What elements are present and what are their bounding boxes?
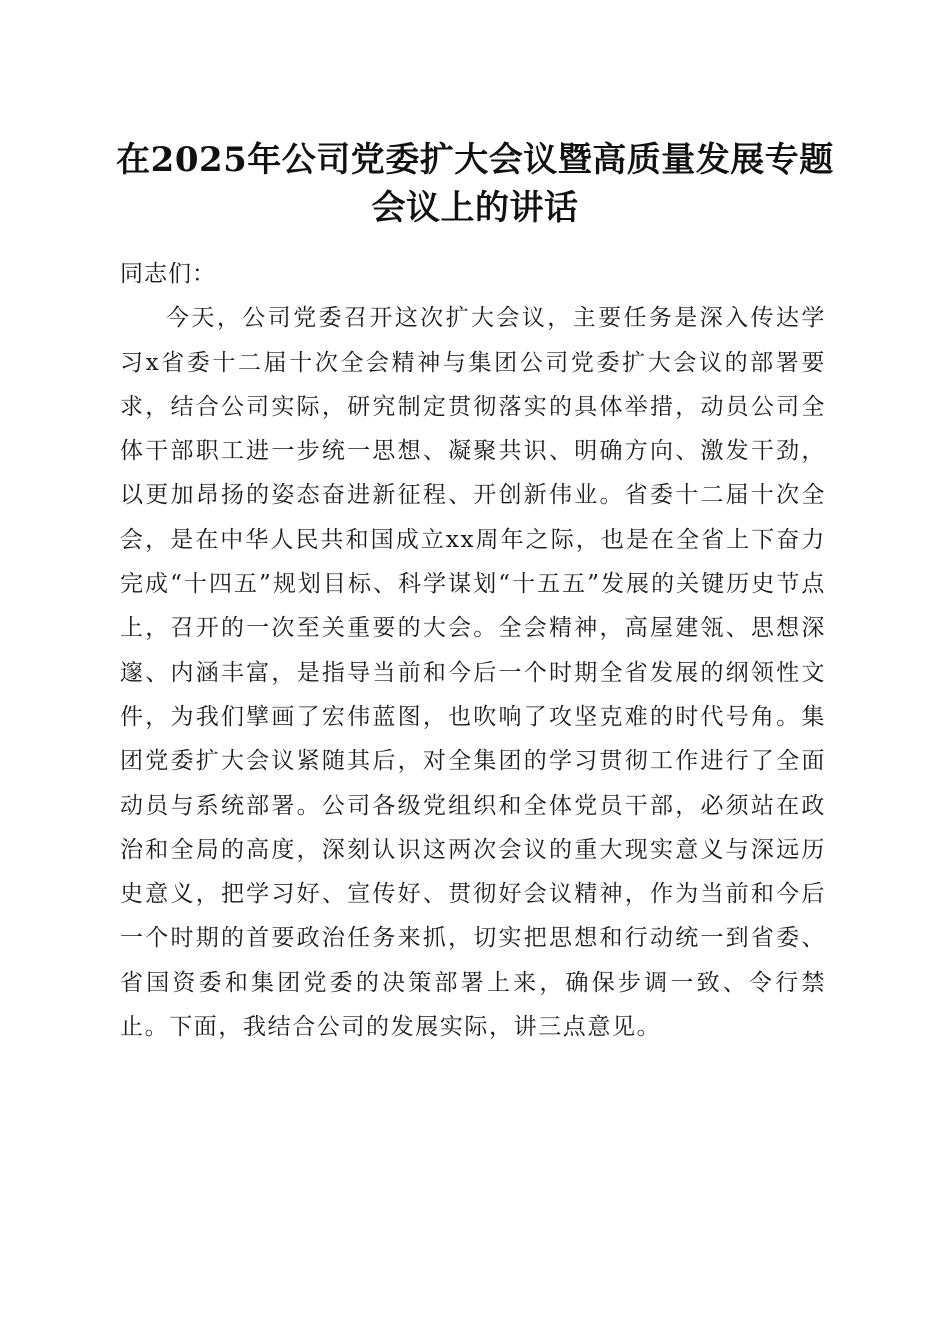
page-title: 在2025年公司党委扩大会议暨高质量发展专题会议上的讲话 bbox=[116, 140, 834, 228]
salutation: 同志们： bbox=[120, 261, 216, 287]
document-body bbox=[120, 252, 826, 1049]
body-paragraph: 今天，公司党委召开这次扩大会议，主要任务是深入传达学习x省委十二届十次全会精神与集团公司党委扩大会议的部署要求，结合公司实际，研究制定贯彻落实的具体举措，动员公司全体干部职工进一步统一思想、凝聚共识、明确方向、激发干劲，以更加昂扬的姿态奋进新征程、开创新伟业。省委十二届十次全会，是在中华人民共和国成立xx周年之际，也是在全省上下奋力完成“十四五”规划目标、科学谋划“十五五”发展的关键历史节点上，召开的一次至关重要的大会。全会精神，高屋建瓴、思想深邃、内涵丰富，是指导当前和今后一个时期全省发展的纲领性文件，为我们擘画了宏伟蓝图，也吹响了攻坚克难的时代号角。集团党委扩大会议紧随其后，对全集团的学习贯彻工作进行了全面动员与系统部署。公司各级党组织和全体党员干部，必须站在政治和全局的高度，深刻认识这两次会议的重大现实意义与深远历史意义，把学习好、宣传好、贯彻好会议精神，作为当前和今后一个时期的首要政治任务来抓，切实把思想和行动统一到省委、省国资委和集团党委的决策部署上来，确保步调一致、令行禁止。下面，我结合公司的发展实际，讲三点意见。 bbox=[120, 305, 826, 1041]
